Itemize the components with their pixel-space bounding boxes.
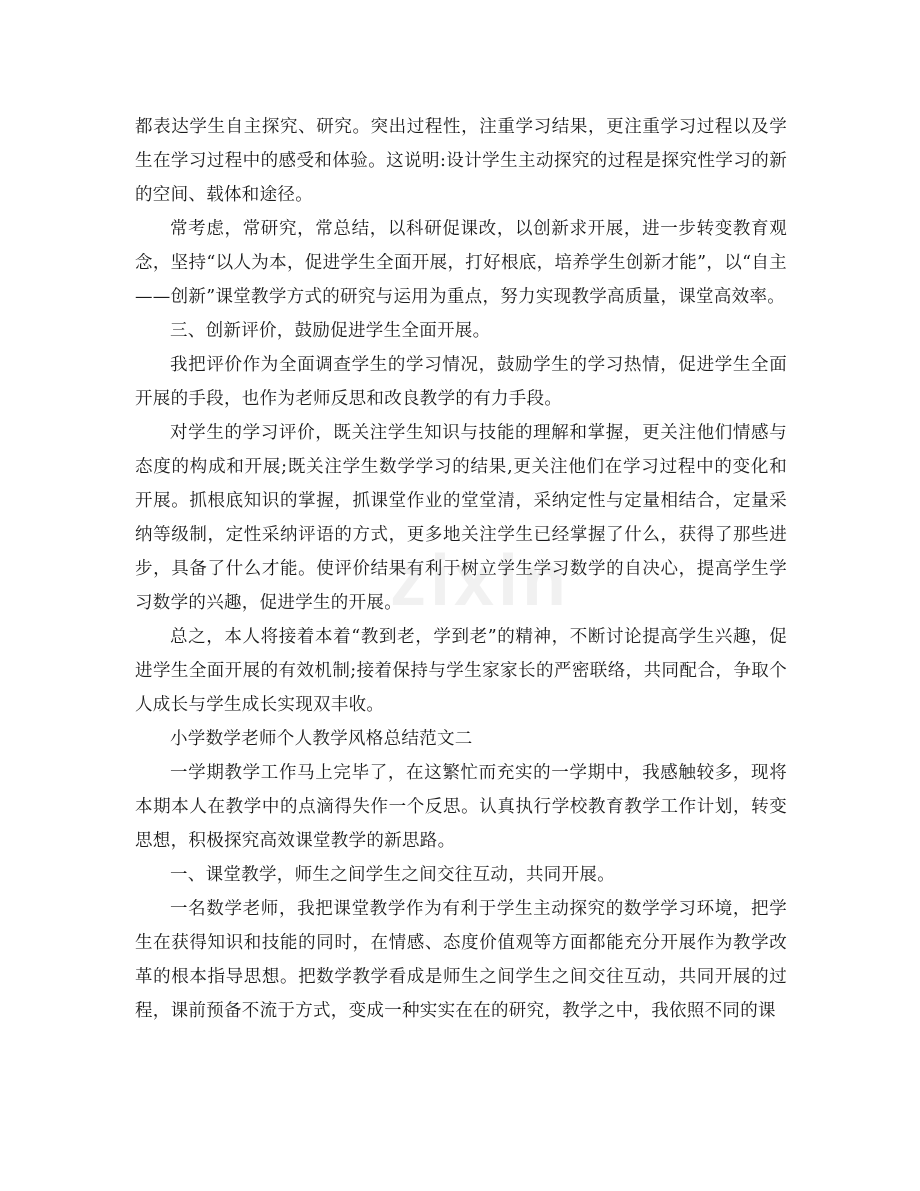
paragraph-6: 总之，本人将接着本着“教到老，学到老”的精神，不断讨论提高学生兴趣，促进学生全面开展的有效机制;接着保持与学生家家长的严密联络，共同配合，争取个人成长与学生成长实现双丰收。	[135, 627, 787, 715]
section-title-2: 小学数学老师个人教学风格总结范文二	[170, 729, 473, 749]
section-heading-1: 一、课堂教学，师生之间学生之间交往互动，共同开展。	[170, 865, 615, 885]
paragraph-8: 一学期教学工作马上完毕了，在这繁忙而充实的一学期中，我感触较多，现将本期本人在教学中的点滴得失作一个反思。认真执行学校教育教学工作计划，转变思想，积极探究高效课堂教学的新思路。	[135, 763, 787, 851]
paragraph-4: 我把评价作为全面调查学生的学习情况，鼓励学生的学习热情，促进学生全面开展的手段，也作为老师反思和改良教学的有力手段。	[135, 355, 787, 409]
paragraph-5: 对学生的学习评价，既关注学生知识与技能的理解和掌握，更关注他们情感与态度的构成和开展;既关注学生数学学习的结果,更关注他们在学习过程中的变化和开展。抓根底知识的掌握，抓课堂作业的堂堂清，采纳定性与定量相结合，定量采纳等级制，定性采纳评语的方式，更多地关注学生已经掌握了什么，获得了那些进步，具备了什么才能。使评价结果有利于树立学生学习数学的自决心，提高学生学习数学的兴趣，促进学生的开展。	[135, 423, 787, 613]
paragraph-1: 都表达学生自主探究、研究。突出过程性，注重学习结果，更注重学习过程以及学生在学习过程中的感受和体验。这说明:设计学生主动探究的过程是探究性学习的新的空间、载体和途径。	[135, 117, 787, 205]
document-body	[135, 110, 787, 1028]
paragraph-2: 常考虑，常研究，常总结，以科研促课改，以创新求开展，进一步转变教育观念，坚持“以人为本，促进学生全面开展，打好根底，培养学生创新才能”，以“自主——创新”课堂教学方式的研究与运用为重点，努力实现教学高质量，课堂高效率。	[135, 219, 787, 307]
section-heading-3: 三、创新评价，鼓励促进学生全面开展。	[170, 321, 491, 341]
watermark-logo: zixin	[389, 541, 571, 621]
paragraph-10: 一名数学老师，我把课堂教学作为有利于学生主动探究的数学学习环境，把学生在获得知识和技能的同时，在情感、态度价值观等方面都能充分开展作为教学改革的根本指导思想。把数学教学看成是师生之间学生之间交往互动，共同开展的过程，课前预备不流于方式，变成一种实实在在的研究，教学之中，我依照不同的课	[135, 899, 787, 1021]
